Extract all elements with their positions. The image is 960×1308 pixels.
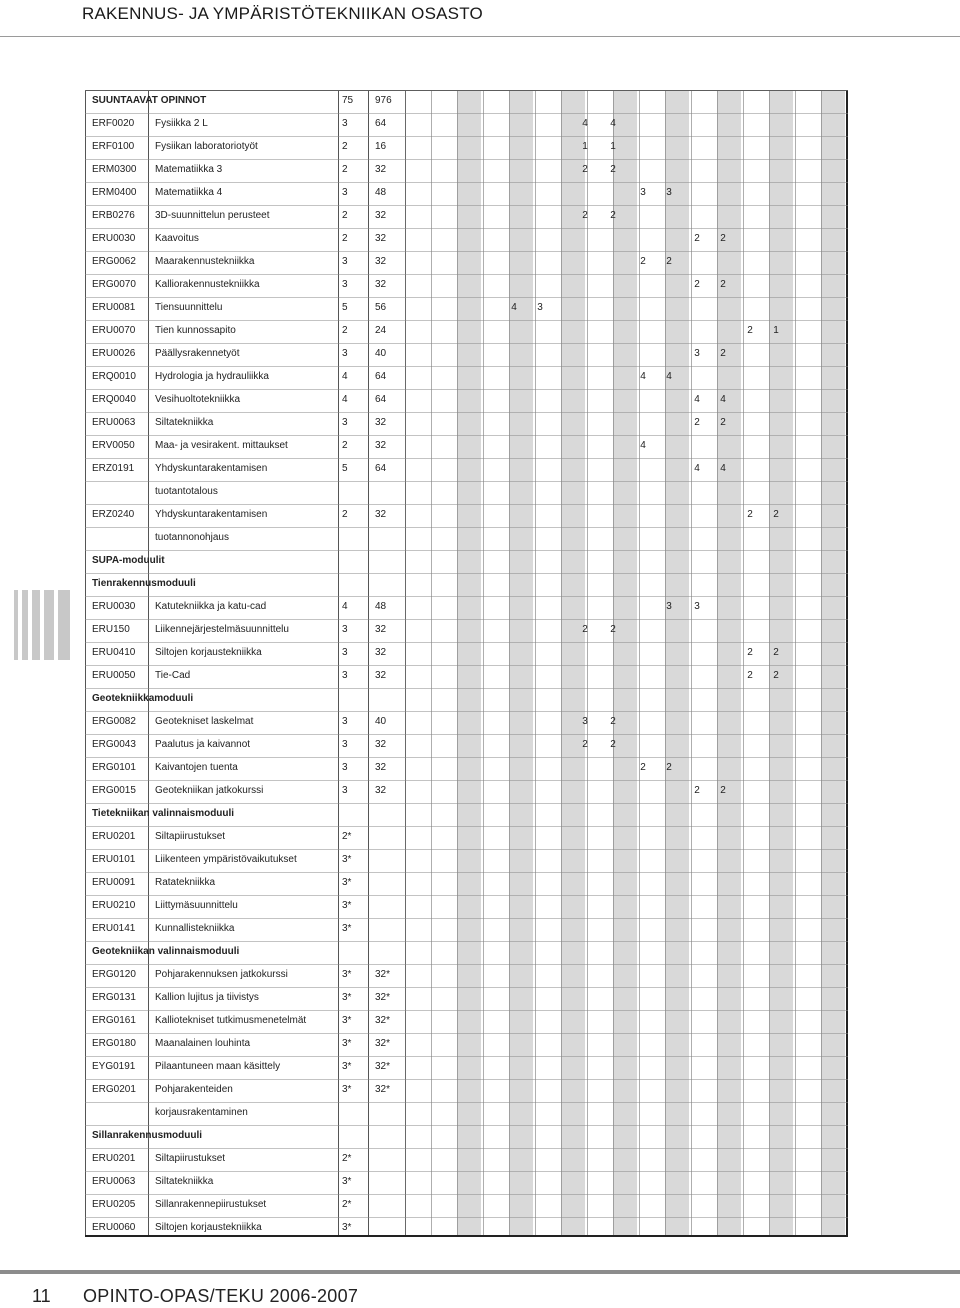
semester-hours-mark: 2 [694, 279, 700, 290]
hours-cell: 32* [375, 1015, 391, 1026]
course-code: ERU0205 [92, 1199, 136, 1210]
section-label: Sillanrakennusmoduuli [92, 1130, 203, 1141]
course-name: Maarakennustekniikka [155, 256, 255, 267]
credits-cell: 2 [342, 509, 348, 520]
semester-hours-mark: 3 [666, 187, 672, 198]
course-code: ERU0070 [92, 325, 136, 336]
credits-cell: 3 [342, 279, 348, 290]
table-row [85, 1033, 848, 1056]
table-row [85, 642, 848, 665]
course-name: Matematiikka 4 [155, 187, 223, 198]
course-code: ERU0201 [92, 831, 136, 842]
course-code: ERU0410 [92, 647, 136, 658]
table-row [85, 182, 848, 205]
table-row [85, 619, 848, 642]
course-code: ERF0100 [92, 141, 135, 152]
course-name: Matematiikka 3 [155, 164, 223, 175]
table-row [85, 1217, 848, 1240]
section-label: Tienrakennusmoduuli [92, 578, 196, 589]
credits-cell: 3* [342, 923, 352, 934]
hours-cell: 48 [375, 601, 387, 612]
table-row [85, 849, 848, 872]
credits-cell: 2 [342, 141, 348, 152]
course-name: Siltapiirustukset [155, 1153, 226, 1164]
course-name: Tie-Cad [155, 670, 191, 681]
credits-cell: 2* [342, 1199, 352, 1210]
course-code: ERQ0040 [92, 394, 136, 405]
course-name: Tiensuunnittelu [155, 302, 223, 313]
footer-divider [0, 1270, 960, 1274]
semester-hours-mark: 2 [720, 785, 726, 796]
hours-cell: 64 [375, 371, 387, 382]
semester-hours-mark: 2 [610, 716, 616, 727]
course-name: Pilaantuneen maan käsittely [155, 1061, 281, 1072]
semester-hours-mark: 2 [720, 348, 726, 359]
table-row [85, 1056, 848, 1079]
credits-cell: 2 [342, 440, 348, 451]
table-row [85, 1010, 848, 1033]
table-row [85, 895, 848, 918]
hours-cell: 32* [375, 1061, 391, 1072]
credits-cell: 2* [342, 1153, 352, 1164]
course-code: ERG0131 [92, 992, 136, 1003]
course-code: ERM0400 [92, 187, 137, 198]
course-name-continuation: tuotannonohjaus [155, 532, 229, 543]
course-code: ERU0081 [92, 302, 136, 313]
table-row [85, 665, 848, 688]
course-code: ERG0062 [92, 256, 136, 267]
semester-hours-mark: 4 [640, 371, 646, 382]
hours-cell: 32 [375, 440, 387, 451]
credits-cell: 3* [342, 1015, 352, 1026]
course-name: Liikennejärjestelmäsuunnittelu [155, 624, 289, 635]
course-name: Geotekniikan jatkokurssi [155, 785, 264, 796]
credits-cell: 3* [342, 1176, 352, 1187]
curriculum-table [85, 90, 848, 1237]
credits-cell: 3 [342, 624, 348, 635]
semester-hours-mark: 2 [610, 739, 616, 750]
course-name: Yhdyskuntarakentamisen [155, 509, 268, 520]
course-code: EYG0191 [92, 1061, 136, 1072]
course-name: Vesihuoltotekniikka [155, 394, 241, 405]
hours-cell: 32 [375, 256, 387, 267]
course-code: ERG0161 [92, 1015, 136, 1026]
table-row [85, 1148, 848, 1171]
course-code: ERU0141 [92, 923, 136, 934]
semester-hours-mark: 2 [747, 325, 753, 336]
page-number: 11 [32, 1286, 51, 1306]
section-label: Tietekniikan valinnaismoduuli [92, 808, 235, 819]
hours-cell: 16 [375, 141, 387, 152]
semester-hours-mark: 2 [773, 509, 779, 520]
semester-hours-mark: 4 [720, 394, 726, 405]
course-code: ERG0101 [92, 762, 136, 773]
hours-cell: 32* [375, 1038, 391, 1049]
hours-cell: 32 [375, 279, 387, 290]
course-name: Hydrologia ja hydrauliikka [155, 371, 269, 382]
table-row [85, 1079, 848, 1102]
course-name: Maa- ja vesirakent. mittaukset [155, 440, 288, 451]
hours-cell: 976 [375, 95, 392, 106]
semester-hours-mark: 4 [610, 118, 616, 129]
course-name: Fysiikan laboratoriotyöt [155, 141, 258, 152]
table-row [85, 1171, 848, 1194]
course-name: Siltapiirustukset [155, 831, 226, 842]
section-header-row [85, 1125, 848, 1148]
section-header-row [85, 941, 848, 964]
credits-cell: 3* [342, 969, 352, 980]
course-code: ERG0201 [92, 1084, 136, 1095]
credits-cell: 75 [342, 95, 354, 106]
course-name: Siltojen korjaustekniikka [155, 647, 262, 658]
hours-cell: 48 [375, 187, 387, 198]
course-name: Siltojen korjaustekniikka [155, 1222, 262, 1233]
course-code: ERG0070 [92, 279, 136, 290]
semester-hours-mark: 4 [640, 440, 646, 451]
table-row [85, 596, 848, 619]
semester-hours-mark: 2 [773, 670, 779, 681]
page-header-title: RAKENNUS- JA YMPÄRISTÖTEKNIIKAN OSASTO [82, 4, 483, 23]
table-row [85, 159, 848, 182]
hours-cell: 32 [375, 210, 387, 221]
hours-cell: 32 [375, 785, 387, 796]
course-name: Ratatekniikka [155, 877, 216, 888]
course-name-continuation: tuotantotalous [155, 486, 218, 497]
course-code: ERU0030 [92, 601, 136, 612]
credits-cell: 2 [342, 164, 348, 175]
credits-cell: 3 [342, 417, 348, 428]
table-row [85, 435, 848, 458]
course-code: ERU0060 [92, 1222, 136, 1233]
course-code: ERG0082 [92, 716, 136, 727]
hours-cell: 32 [375, 417, 387, 428]
semester-hours-mark: 2 [640, 762, 646, 773]
section-label: SUPA-moduulit [92, 555, 165, 566]
course-name: Liittymäsuunnittelu [155, 900, 238, 911]
course-code: ERZ0240 [92, 509, 135, 520]
table-row [85, 734, 848, 757]
semester-hours-mark: 2 [640, 256, 646, 267]
hours-cell: 32 [375, 762, 387, 773]
semester-hours-mark: 2 [582, 164, 588, 175]
semester-hours-mark: 3 [666, 601, 672, 612]
table-row [85, 918, 848, 941]
course-name: Sillanrakennepiirustukset [155, 1199, 267, 1210]
table-row [85, 366, 848, 389]
course-name: Pohjarakennuksen jatkokurssi [155, 969, 288, 980]
hours-cell: 32 [375, 670, 387, 681]
course-name: Geotekniset laskelmat [155, 716, 254, 727]
course-name: Maanalainen louhinta [155, 1038, 251, 1049]
course-code: ERU0026 [92, 348, 136, 359]
course-code: ERM0300 [92, 164, 137, 175]
semester-hours-mark: 2 [773, 647, 779, 658]
semester-hours-mark: 2 [720, 233, 726, 244]
table-row [85, 1102, 848, 1125]
credits-cell: 3 [342, 762, 348, 773]
table-row [85, 297, 848, 320]
course-code: ERU0210 [92, 900, 136, 911]
credits-cell: 4 [342, 371, 348, 382]
section-header-row [85, 573, 848, 596]
credits-cell: 2 [342, 210, 348, 221]
credits-cell: 2 [342, 325, 348, 336]
hours-cell: 40 [375, 716, 387, 727]
course-name: Yhdyskuntarakentamisen [155, 463, 268, 474]
section-header-row [85, 803, 848, 826]
course-name: Kunnallistekniikka [155, 923, 235, 934]
hours-cell: 32* [375, 969, 391, 980]
course-code: ERG0180 [92, 1038, 136, 1049]
course-code: ERZ0191 [92, 463, 135, 474]
semester-hours-mark: 4 [666, 371, 672, 382]
table-row [85, 113, 848, 136]
semester-hours-mark: 2 [610, 210, 616, 221]
semester-hours-mark: 4 [511, 302, 517, 313]
table-row [85, 826, 848, 849]
table-row [85, 412, 848, 435]
semester-hours-mark: 2 [694, 417, 700, 428]
semester-hours-mark: 2 [720, 417, 726, 428]
course-name: Fysiikka 2 L [155, 118, 208, 129]
semester-hours-mark: 2 [666, 762, 672, 773]
hours-cell: 40 [375, 348, 387, 359]
semester-hours-mark: 3 [694, 348, 700, 359]
credits-cell: 2* [342, 831, 352, 842]
course-name: Siltatekniikka [155, 1176, 214, 1187]
semester-hours-mark: 2 [747, 647, 753, 658]
table-row [85, 228, 848, 251]
table-row [85, 987, 848, 1010]
table-row [85, 504, 848, 527]
credits-cell: 3 [342, 739, 348, 750]
credits-cell: 4 [342, 601, 348, 612]
course-code: ERG0015 [92, 785, 136, 796]
course-name-continuation: korjausrakentaminen [155, 1107, 248, 1118]
hours-cell: 64 [375, 463, 387, 474]
semester-hours-mark: 2 [666, 256, 672, 267]
course-code: ERU150 [92, 624, 130, 635]
credits-cell: 3 [342, 348, 348, 359]
table-row [85, 1194, 848, 1217]
course-name: Kaivantojen tuenta [155, 762, 238, 773]
credits-cell: 3 [342, 256, 348, 267]
semester-hours-mark: 2 [720, 279, 726, 290]
credits-cell: 3* [342, 1084, 352, 1095]
semester-hours-mark: 2 [747, 509, 753, 520]
semester-hours-mark: 1 [610, 141, 616, 152]
credits-cell: 3 [342, 670, 348, 681]
semester-hours-mark: 4 [720, 463, 726, 474]
course-code: ERU0063 [92, 1176, 136, 1187]
table-row [85, 481, 848, 504]
credits-cell: 5 [342, 302, 348, 313]
hours-cell: 32 [375, 233, 387, 244]
hours-cell: 24 [375, 325, 387, 336]
course-name: 3D-suunnittelun perusteet [155, 210, 270, 221]
course-name: Siltatekniikka [155, 417, 214, 428]
course-code: ERU0063 [92, 417, 136, 428]
course-code: ERU0050 [92, 670, 136, 681]
table-row [85, 274, 848, 297]
course-code: ERQ0010 [92, 371, 136, 382]
semester-hours-mark: 4 [694, 463, 700, 474]
course-name: Tien kunnossapito [155, 325, 236, 336]
semester-hours-mark: 1 [582, 141, 588, 152]
table-row [85, 389, 848, 412]
hours-cell: 64 [375, 118, 387, 129]
semester-hours-mark: 2 [582, 739, 588, 750]
credits-cell: 3* [342, 1038, 352, 1049]
table-row [85, 527, 848, 550]
semester-hours-mark: 4 [582, 118, 588, 129]
credits-cell: 3* [342, 854, 352, 865]
hours-cell: 32 [375, 164, 387, 175]
table-row [85, 251, 848, 274]
semester-hours-mark: 2 [610, 624, 616, 635]
semester-hours-mark: 2 [582, 210, 588, 221]
credits-cell: 3 [342, 785, 348, 796]
course-code: ERU0091 [92, 877, 136, 888]
semester-hours-mark: 3 [582, 716, 588, 727]
semester-hours-mark: 3 [640, 187, 646, 198]
semester-hours-mark: 1 [773, 325, 779, 336]
section-header-row [85, 688, 848, 711]
credits-cell: 3* [342, 1222, 352, 1233]
credits-cell: 3 [342, 187, 348, 198]
credits-cell: 3 [342, 118, 348, 129]
table-row [85, 458, 848, 481]
credits-cell: 2 [342, 233, 348, 244]
hours-cell: 32 [375, 509, 387, 520]
semester-hours-mark: 2 [694, 233, 700, 244]
credits-cell: 3* [342, 900, 352, 911]
table-row [85, 757, 848, 780]
section-header-row [85, 90, 848, 113]
table-row [85, 320, 848, 343]
credits-cell: 3 [342, 647, 348, 658]
course-code: ERF0020 [92, 118, 135, 129]
credits-cell: 3* [342, 877, 352, 888]
course-name: Pohjarakenteiden [155, 1084, 233, 1095]
hours-cell: 56 [375, 302, 387, 313]
semester-hours-mark: 4 [694, 394, 700, 405]
hours-cell: 32* [375, 992, 391, 1003]
semester-hours-mark: 2 [747, 670, 753, 681]
semester-hours-mark: 3 [537, 302, 543, 313]
footer-title: OPINTO-OPAS/TEKU 2006-2007 [83, 1286, 359, 1306]
table-row [85, 205, 848, 228]
course-code: ERB0276 [92, 210, 135, 221]
section-label: Geotekniikkamoduuli [92, 693, 194, 704]
section-label: SUUNTAAVAT OPINNOT [92, 95, 207, 106]
course-name: Kalliorakennustekniikka [155, 279, 260, 290]
credits-cell: 3* [342, 992, 352, 1003]
hours-cell: 64 [375, 394, 387, 405]
table-row [85, 780, 848, 803]
credits-cell: 3 [342, 716, 348, 727]
section-header-row [85, 550, 848, 573]
course-code: ERU0030 [92, 233, 136, 244]
hours-cell: 32* [375, 1084, 391, 1095]
course-name: Paalutus ja kaivannot [155, 739, 251, 750]
course-name: Kallion lujitus ja tiivistys [155, 992, 259, 1003]
semester-hours-mark: 3 [694, 601, 700, 612]
course-name: Kaavoitus [155, 233, 199, 244]
semester-hours-mark: 2 [610, 164, 616, 175]
hours-cell: 32 [375, 624, 387, 635]
credits-cell: 4 [342, 394, 348, 405]
course-code: ERG0043 [92, 739, 136, 750]
credits-cell: 5 [342, 463, 348, 474]
hours-cell: 32 [375, 739, 387, 750]
table-row [85, 136, 848, 159]
hours-cell: 32 [375, 647, 387, 658]
table-row [85, 343, 848, 366]
table-row [85, 872, 848, 895]
credits-cell: 3* [342, 1061, 352, 1072]
course-code: ERU0201 [92, 1153, 136, 1164]
header-divider [0, 36, 960, 37]
course-code: ERG0120 [92, 969, 136, 980]
course-code: ERV0050 [92, 440, 135, 451]
table-row [85, 964, 848, 987]
semester-hours-mark: 2 [694, 785, 700, 796]
course-name: Kalliotekniset tutkimusmenetelmät [155, 1015, 307, 1026]
table-rows [85, 90, 848, 1237]
course-code: ERU0101 [92, 854, 136, 865]
section-label: Geotekniikan valinnaismoduuli [92, 946, 240, 957]
side-decoration [14, 590, 74, 660]
course-name: Päällysrakennetyöt [155, 348, 240, 359]
semester-hours-mark: 2 [582, 624, 588, 635]
course-name: Liikenteen ympäristövaikutukset [155, 854, 297, 865]
table-row [85, 711, 848, 734]
course-name: Katutekniikka ja katu-cad [155, 601, 267, 612]
